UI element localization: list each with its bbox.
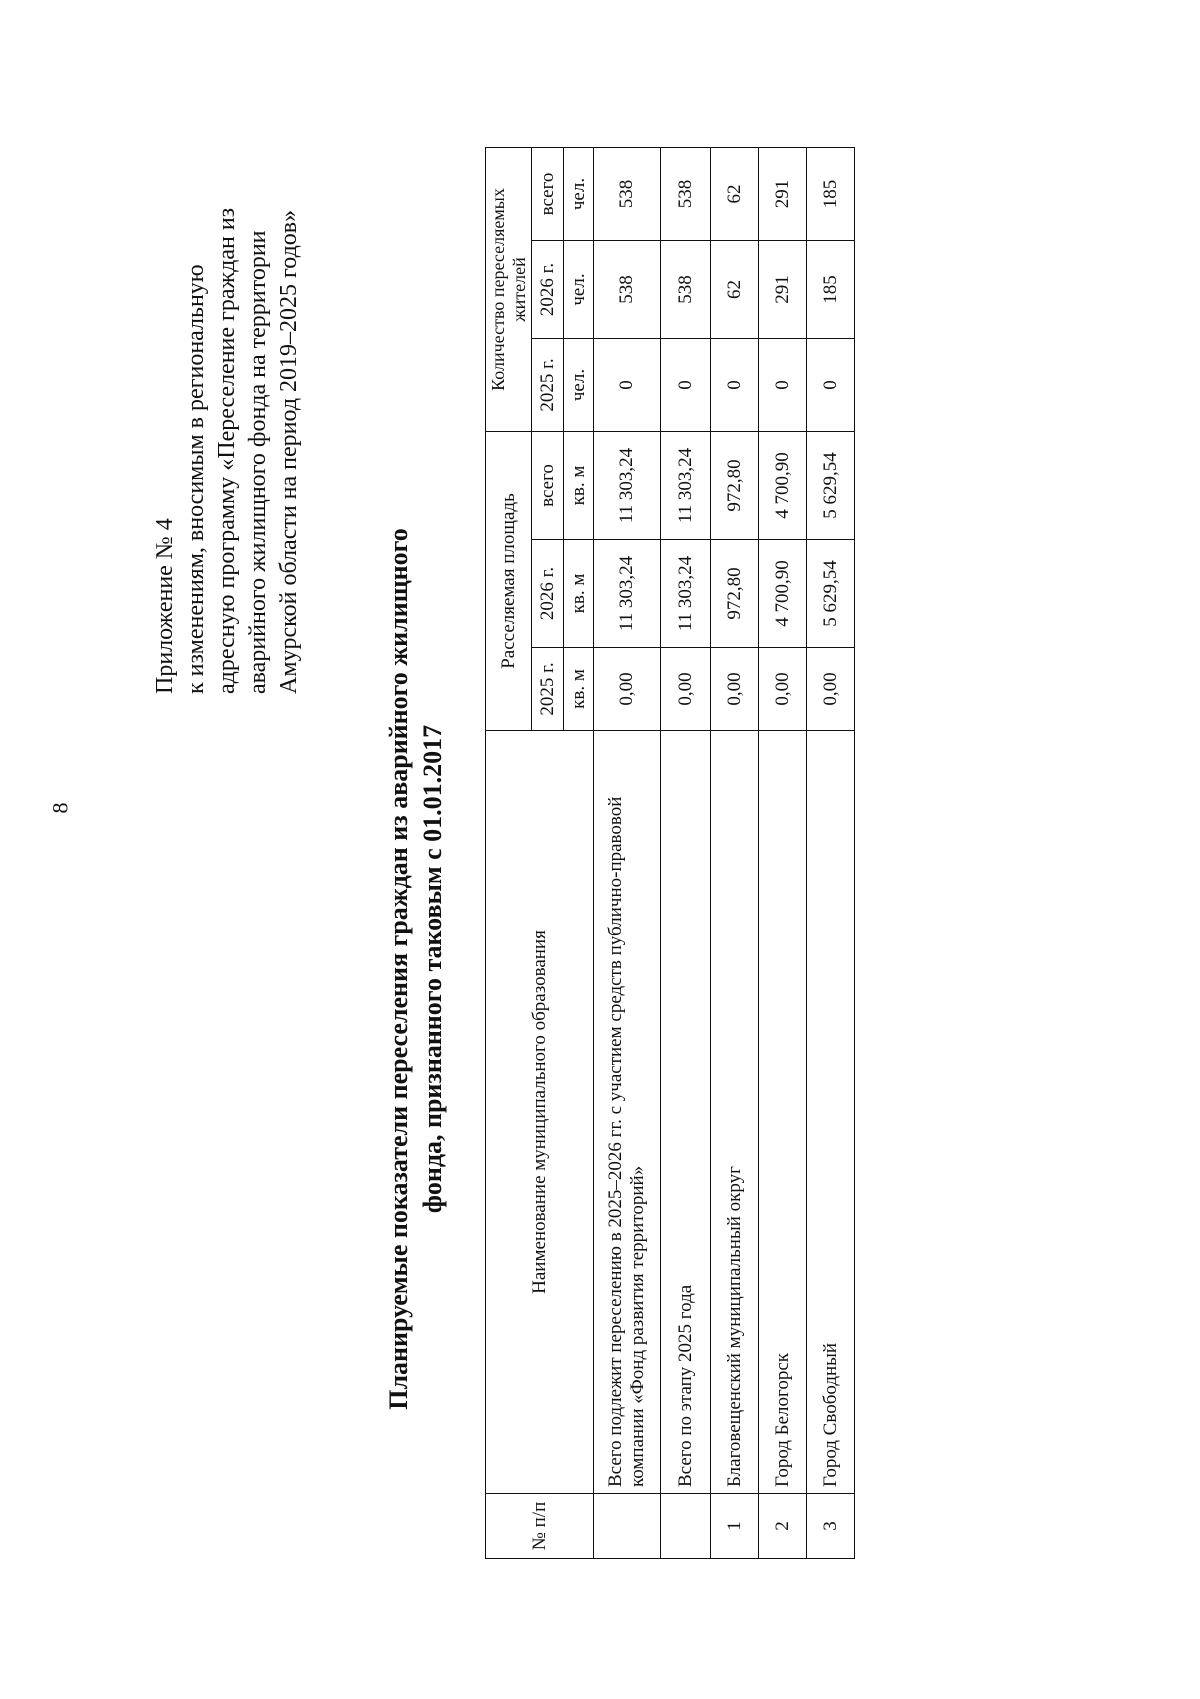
row-people-2025: 0 xyxy=(711,339,759,432)
header-area-total: всего xyxy=(532,432,564,540)
row-num xyxy=(661,1494,711,1559)
row-people-2025: 0 xyxy=(807,339,855,432)
row-name: Всего подлежит переселению в 2025–2026 гг. с участием средств публично-правовой компании «Фонд развития территорий» xyxy=(594,731,661,1494)
row-people-total: 538 xyxy=(661,148,711,241)
unit-people-2026: чел. xyxy=(564,241,594,339)
row-num xyxy=(594,1494,661,1559)
row-people-2026: 538 xyxy=(594,241,661,339)
row-area-2026: 11 303,24 xyxy=(594,540,661,648)
appendix-line-1: Приложение № 4 xyxy=(152,518,178,694)
appendix-line-2: к изменениям, вносимым в региональную xyxy=(183,264,209,694)
table-row xyxy=(594,148,661,1559)
header-area-2025: 2025 г. xyxy=(532,648,564,731)
appendix-line-3: адресную программу «Переселение граждан из xyxy=(214,207,240,694)
row-area-2025: 0,00 xyxy=(807,648,855,731)
row-area-2026: 5 629,54 xyxy=(807,540,855,648)
row-name: Благовещенский муниципальный округ xyxy=(711,731,759,1494)
row-people-total: 291 xyxy=(759,148,807,241)
row-people-2025: 0 xyxy=(661,339,711,432)
row-area-2026: 11 303,24 xyxy=(661,540,711,648)
row-area-2026: 972,80 xyxy=(711,540,759,648)
header-num: № п/п xyxy=(486,1494,594,1559)
header-area-group: Расселяемая площадь xyxy=(486,432,532,731)
header-people-group: Количество переселяемых жителей xyxy=(486,148,532,432)
header-name: Наименование муниципального образования xyxy=(486,731,594,1494)
appendix-note xyxy=(150,14,305,694)
page-number: 8 xyxy=(47,802,73,814)
row-area-total: 972,80 xyxy=(711,432,759,540)
row-area-2025: 0,00 xyxy=(594,648,661,731)
title-line-1: Планируемые показатели переселения граждан из аварийного жилищного xyxy=(384,528,413,1410)
row-area-total: 11 303,24 xyxy=(594,432,661,540)
table-row xyxy=(661,148,711,1559)
row-people-2025: 0 xyxy=(759,339,807,432)
title-line-2: фонда, признанного таковым с 01.01.2017 xyxy=(418,724,447,1214)
appendix-line-4: аварийного жилищного фонда на территории xyxy=(245,230,271,694)
row-people-2026: 62 xyxy=(711,241,759,339)
row-area-2025: 0,00 xyxy=(759,648,807,731)
table-row xyxy=(759,148,807,1559)
unit-area-2026: кв. м xyxy=(564,540,594,648)
header-people-2025: 2025 г. xyxy=(532,339,564,432)
row-name: Всего по этапу 2025 года xyxy=(661,731,711,1494)
header-people-2026: 2026 г. xyxy=(532,241,564,339)
table xyxy=(485,147,855,1559)
row-people-2026: 538 xyxy=(661,241,711,339)
row-area-2025: 0,00 xyxy=(711,648,759,731)
unit-area-2025: кв. м xyxy=(564,648,594,731)
row-people-2025: 0 xyxy=(594,339,661,432)
row-num: 3 xyxy=(807,1494,855,1559)
row-area-2025: 0,00 xyxy=(661,648,711,731)
unit-area-total: кв. м xyxy=(564,432,594,540)
appendix-line-5: Амурской области на период 2019–2025 годов» xyxy=(276,209,302,694)
resettlement-table xyxy=(485,147,855,1559)
row-people-2026: 291 xyxy=(759,241,807,339)
document-title xyxy=(382,469,450,1469)
table-row xyxy=(807,148,855,1559)
row-area-2026: 4 700,90 xyxy=(759,540,807,648)
header-row-1 xyxy=(486,148,532,1559)
row-people-total: 538 xyxy=(594,148,661,241)
unit-people-2025: чел. xyxy=(564,339,594,432)
row-people-total: 62 xyxy=(711,148,759,241)
header-people-total: всего xyxy=(532,148,564,241)
row-people-2026: 185 xyxy=(807,241,855,339)
row-area-total: 11 303,24 xyxy=(661,432,711,540)
row-name: Город Свободный xyxy=(807,731,855,1494)
row-area-total: 4 700,90 xyxy=(759,432,807,540)
row-num: 1 xyxy=(711,1494,759,1559)
table-row xyxy=(711,148,759,1559)
row-area-total: 5 629,54 xyxy=(807,432,855,540)
row-people-total: 185 xyxy=(807,148,855,241)
header-area-2026: 2026 г. xyxy=(532,540,564,648)
row-name: Город Белогорск xyxy=(759,731,807,1494)
row-num: 2 xyxy=(759,1494,807,1559)
unit-people-total: чел. xyxy=(564,148,594,241)
